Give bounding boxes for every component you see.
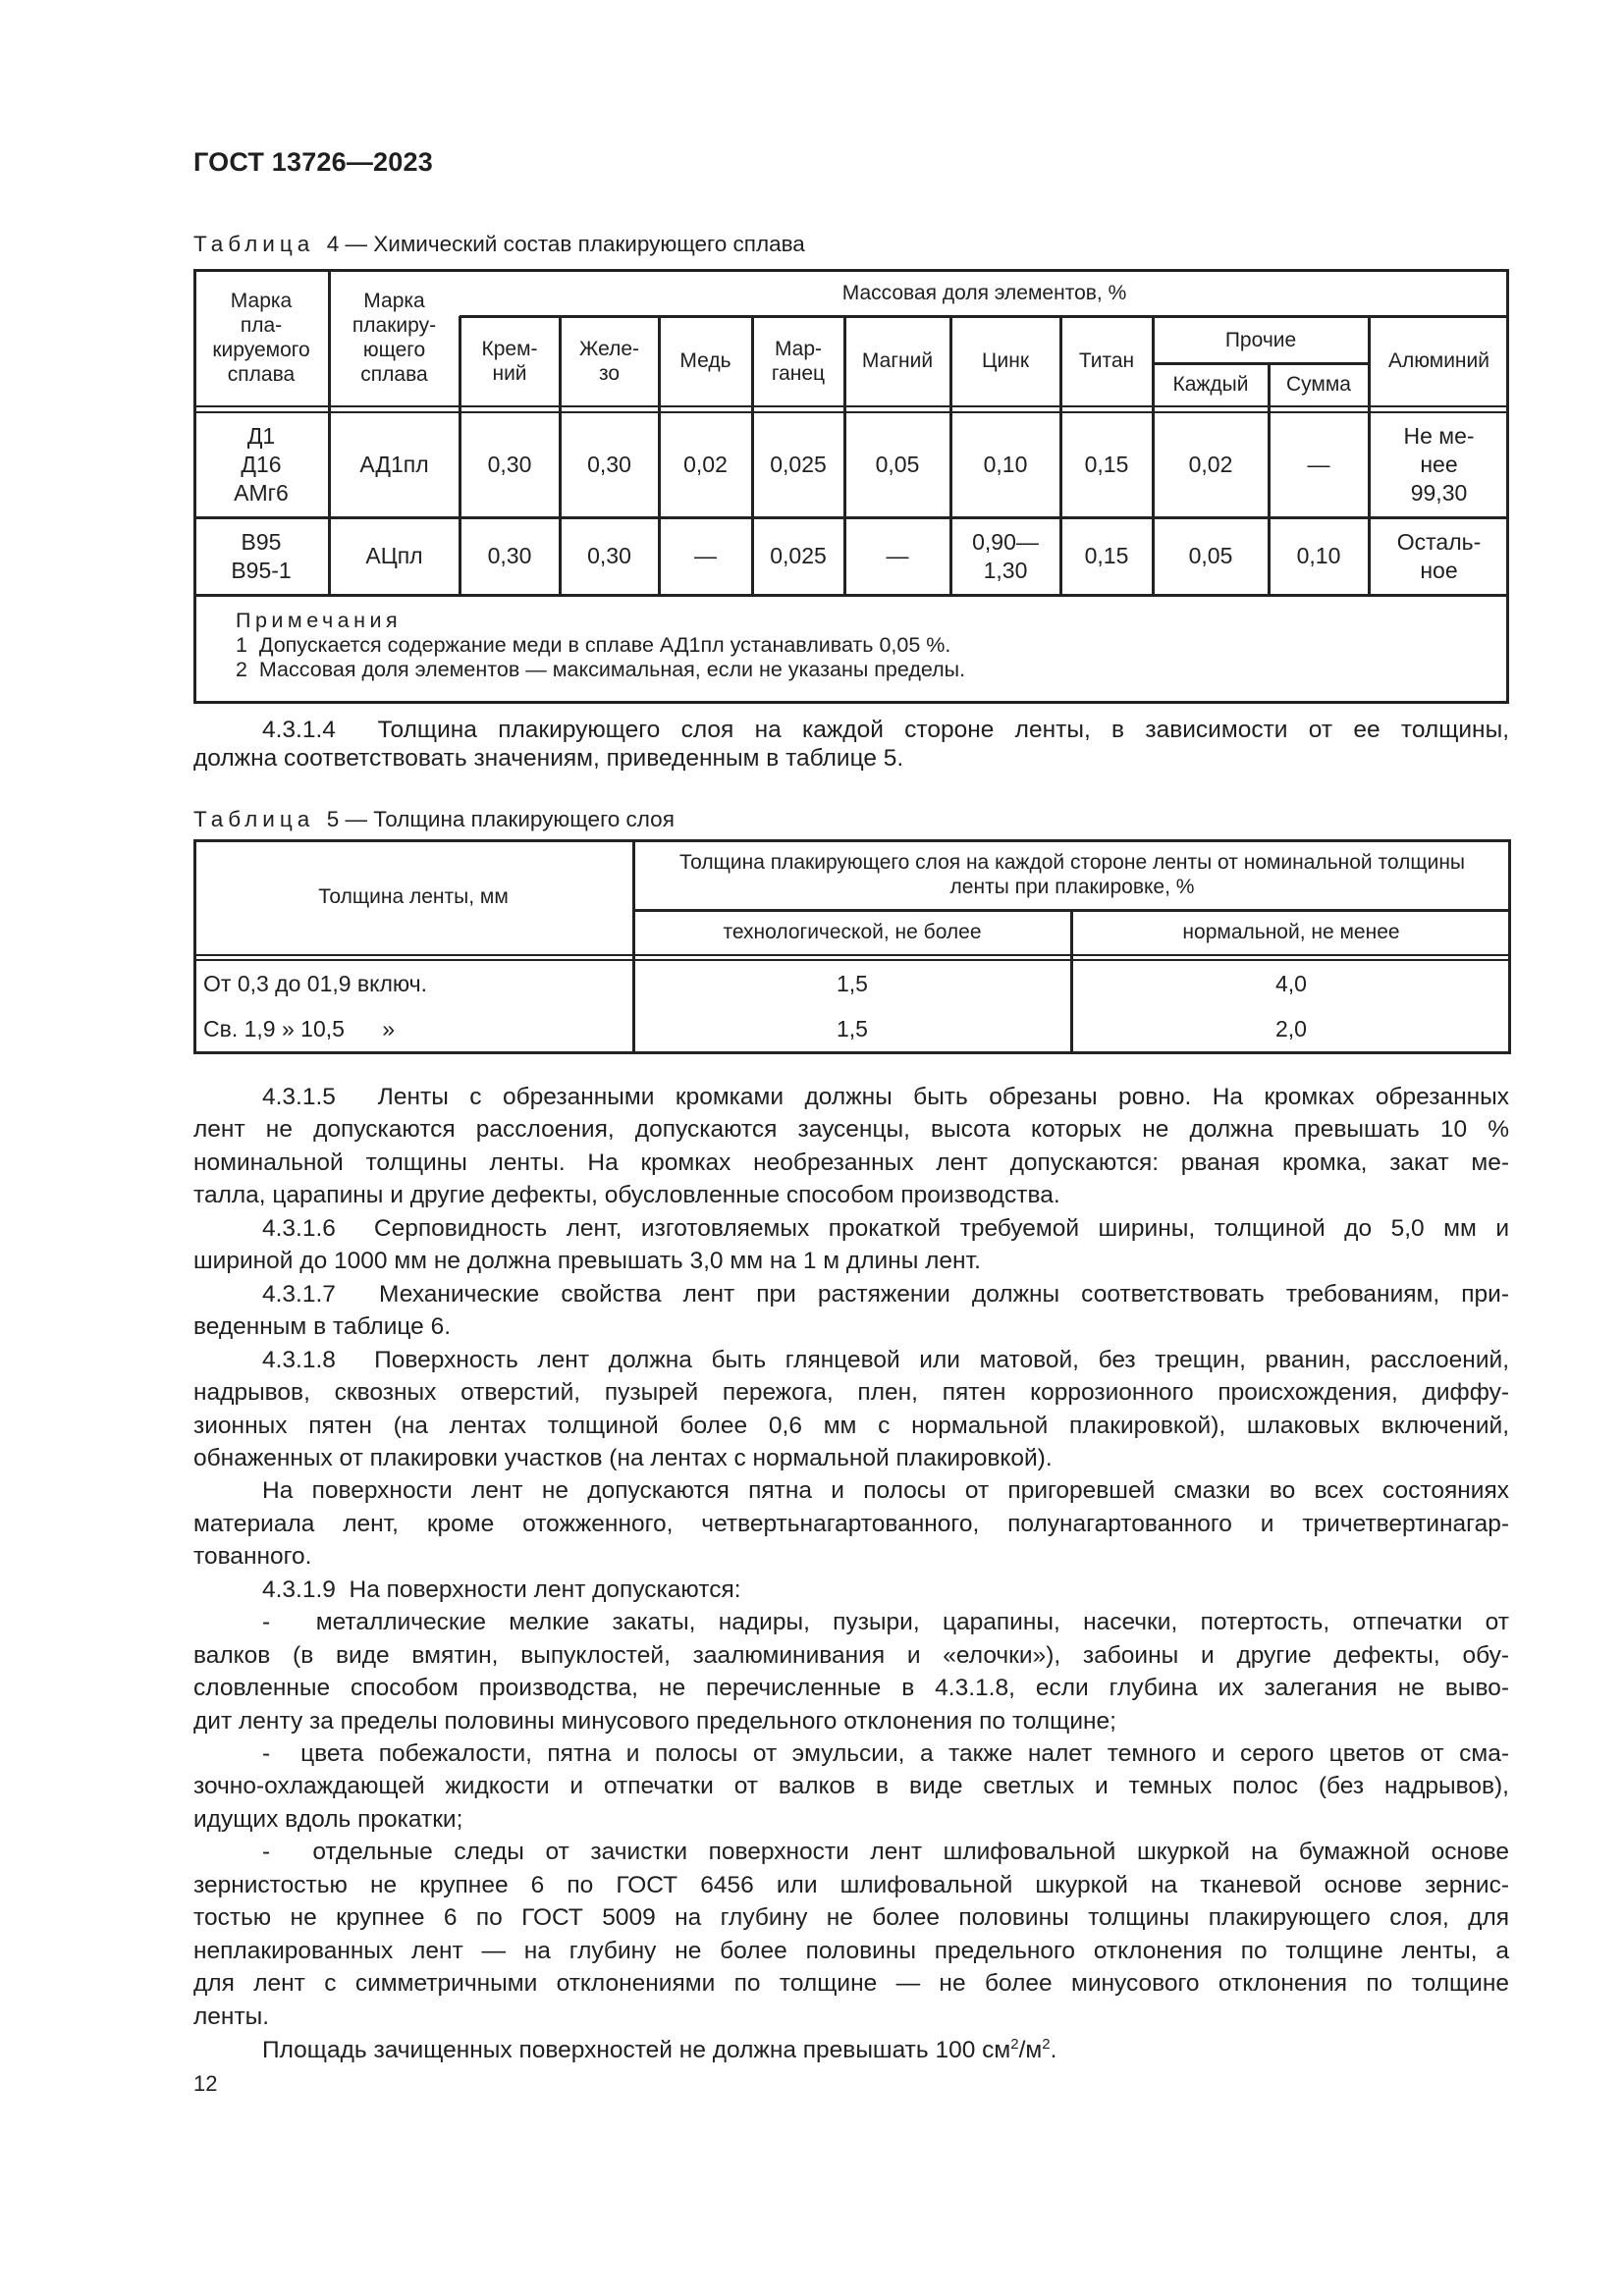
header-others-sum-text: Сумма xyxy=(1286,373,1351,396)
cell-line: АМг6 xyxy=(234,479,289,506)
paragraph-line: зионных пятен (на лентах толщиной более 0,6 мм с нормальной плакировкой), шлаковых включений, xyxy=(193,1412,1509,1439)
table4-cell-magnesium-text: 0,05 xyxy=(875,451,920,477)
cell-line: плакиру- xyxy=(352,313,437,337)
paragraph-line: зернистостью не крупнее 6 по ГОСТ 6456 или шлифовальной шкуркой на тканевой основе зернис- xyxy=(193,1871,1509,1898)
table4-cell-grades-text xyxy=(231,528,291,585)
final-line-unit: /м xyxy=(1018,2037,1043,2063)
cell-line: В95 xyxy=(241,528,282,555)
table4-cell-grades xyxy=(193,411,329,517)
table4-cell-manganese xyxy=(752,517,844,595)
paragraph-line: шириной до 1000 мм не должна превышать 3,0 мм на 1 м длины лент. xyxy=(193,1248,981,1275)
page-number: 12 xyxy=(193,2071,218,2096)
header-others-each xyxy=(1153,363,1269,405)
header-silicon xyxy=(460,316,560,405)
header-mass-fraction-text: Массовая доля элементов, % xyxy=(841,281,1127,304)
cell-line: кируемого xyxy=(212,338,310,361)
header-magnesium-text: Магний xyxy=(861,349,934,372)
table4-cell-zinc-text xyxy=(984,451,1028,479)
header-others xyxy=(1153,316,1369,363)
paragraph-4-3-1-4-line: 4.3.1.4 Толщина плакирующего слоя на каждой стороне ленты, в зависимости от ее толщины, xyxy=(262,717,1509,743)
table4-cell-cladding xyxy=(329,517,460,595)
table5-caption-text: 5 — Толщина плакирующего слоя xyxy=(326,807,675,831)
cell-line: 1,30 xyxy=(983,557,1028,583)
table4-cell-cladding-text: АД1пл xyxy=(359,451,429,477)
header-strip-thickness xyxy=(193,839,633,954)
cell-line: 99,30 xyxy=(1410,479,1468,506)
cell-line: 0,10 xyxy=(983,451,1028,477)
header-zinc-text: Цинк xyxy=(981,349,1030,372)
table4-cell-magnesium xyxy=(844,411,950,517)
table4-cell-silicon-text: 0,30 xyxy=(487,451,532,477)
table5-cell-normal-text: 4,0 xyxy=(1275,970,1307,996)
cell-line: Толщина плакирующего слоя на каждой стороне ленты от номинальной толщины xyxy=(678,851,1466,874)
paragraph-line: зочно-охлаждающей жидкости и отпечатки от валков в виде светлых и темных полос (без надрывов), xyxy=(193,1773,1509,1800)
table4-cell-zinc xyxy=(950,411,1060,517)
header-others-each-text: Каждый xyxy=(1172,373,1249,396)
table4-cell-sum xyxy=(1269,517,1369,595)
table4-cell-iron-text: 0,30 xyxy=(587,543,631,568)
table4-cell-aluminium-text xyxy=(1397,528,1482,585)
table4-cell-silicon xyxy=(460,517,560,595)
cell-line: Д16 xyxy=(241,451,282,477)
cell-line: В95-1 xyxy=(231,557,292,583)
table4-caption-prefix: Таблица xyxy=(193,232,315,256)
header-magnesium xyxy=(844,316,950,405)
table5-header-double-rule xyxy=(193,954,1511,956)
header-others-sum xyxy=(1269,363,1369,405)
paragraph-line: номинальной толщины ленты. На кромках необрезанных лент допускаются: рваная кромка, закат ме- xyxy=(193,1148,1509,1176)
paragraph-line: веденным в таблице 6. xyxy=(193,1313,451,1341)
table4-cell-grades-text xyxy=(234,422,289,507)
paragraph-line: - отдельные следы от зачистки поверхности лент шлифовальной шкуркой на бумажной основе xyxy=(262,1839,1509,1866)
cell-line: сплава xyxy=(360,362,428,386)
header-strip-thickness-text: Толщина ленты, мм xyxy=(318,885,509,908)
cell-line: Марка xyxy=(363,289,425,312)
notes-title: Примечания xyxy=(236,609,403,632)
cell-line: ганец xyxy=(771,361,826,385)
paragraph-line: 4.3.1.9 На поверхности лент допускаются: xyxy=(262,1575,741,1603)
paragraph-line: дит ленту за пределы половины минусового предельного отклонения по толщине; xyxy=(193,1707,1116,1735)
table4-cell-iron xyxy=(560,517,659,595)
table4-cell-zinc xyxy=(950,517,1060,595)
paragraph-line: 4.3.1.6 Серповидность лент, изготовляемых прокаткой требуемой ширины, толщиной до 5,0 мм и xyxy=(262,1214,1509,1242)
header-cladding-alloy-text xyxy=(352,289,436,387)
header-normal xyxy=(1071,910,1511,954)
cell-line: Д1 xyxy=(246,422,276,449)
header-clad-alloy-text xyxy=(212,289,309,387)
paragraph-line: 4.3.1.7 Механические свойства лент при растяжении должны соответствовать требованиям, при- xyxy=(262,1280,1509,1308)
paragraph-line: 4.3.1.8 Поверхность лент должна быть глянцевой или матовой, без трещин, рванин, расслоений, xyxy=(262,1346,1509,1373)
table4-cell-aluminium xyxy=(1369,411,1509,517)
table4-cell-sum xyxy=(1269,411,1369,517)
paragraph-line: надрывов, сквозных отверстий, пузырей пережога, плен, пятен коррозионного происхождения, диффу- xyxy=(193,1379,1509,1407)
table5-cell-normal-text: 2,0 xyxy=(1275,1015,1307,1041)
paragraph-line: обнаженных от плакировки участков (на лентах с нормальной плакировкой). xyxy=(193,1444,1053,1471)
cell-line: пла- xyxy=(240,313,283,337)
table4-cell-copper xyxy=(659,411,752,517)
table4-cell-magnesium xyxy=(844,517,950,595)
table4-cell-each-text: 0,02 xyxy=(1188,451,1233,477)
paragraph-line: материала лент, кроме отожженного, четвертьнагартованного, полунагартованного и тричетвертинагар- xyxy=(193,1510,1509,1537)
table4-cell-sum-text: 0,10 xyxy=(1296,543,1341,568)
cell-line: Мар- xyxy=(774,337,823,360)
table4-cell-manganese-text: 0,025 xyxy=(770,451,827,477)
table4-cell-aluminium-text xyxy=(1403,422,1474,507)
cell-line: Осталь- xyxy=(1396,528,1482,555)
table4-cell-titanium xyxy=(1060,517,1153,595)
header-silicon-text xyxy=(481,337,537,386)
table4-cell-iron-text: 0,30 xyxy=(587,451,631,477)
cell-line: ний xyxy=(492,361,527,385)
paragraph-line: валков (в виде вмятин, выпуклостей, заалюминивания и «елочки»), забоины и другие дефекты, обу- xyxy=(193,1641,1509,1669)
cell-line: 0,90— xyxy=(972,528,1039,555)
table4-cell-silicon-text: 0,30 xyxy=(487,543,532,568)
header-technological-text: технологической, не более xyxy=(723,921,982,943)
paragraph-line: тованного. xyxy=(193,1543,312,1571)
paragraph-line: На поверхности лент не допускаются пятна и полосы от пригоревшей смазки во всех состояниях xyxy=(262,1477,1509,1505)
table5-cell-technological xyxy=(633,1006,1071,1051)
document-title: ГОСТ 13726—2023 xyxy=(193,147,433,177)
table4-cell-manganese-text: 0,025 xyxy=(770,543,827,568)
cell-line: ленты при плакировке, % xyxy=(949,876,1195,898)
paragraph-line: неплакированных лент — на глубину не более половины предельного отклонения по толщине ленты, а xyxy=(193,1937,1509,1964)
table4-caption-text: 4 — Химический состав плакирующего сплава xyxy=(326,232,805,256)
paragraph-line: словленные способом производства, не перечисленные в 4.3.1.8, если глубина их залегания не выво- xyxy=(193,1675,1509,1702)
header-normal-text: нормальной, не менее xyxy=(1182,921,1400,943)
cell-line: ное xyxy=(1420,557,1458,583)
header-aluminium xyxy=(1369,316,1509,405)
table4-notes xyxy=(236,609,965,682)
paragraph-line: 4.3.1.5 Ленты с обрезанными кромками должны быть обрезаны ровно. На кромках обрезанных xyxy=(262,1084,1509,1110)
paragraph-4-3-1-4-line: должна соответствовать значениям, приведенным в таблице 5. xyxy=(193,745,904,772)
paragraph-line: тостью не крупнее 6 по ГОСТ 5009 на глубину не более половины толщины плакирующего слоя, для xyxy=(193,1904,1509,1932)
table4-caption xyxy=(193,232,805,257)
header-titanium xyxy=(1060,316,1153,405)
table4-cell-each xyxy=(1153,517,1269,595)
table4-cell-manganese xyxy=(752,411,844,517)
table5-cell-normal xyxy=(1071,1006,1511,1051)
table5-cell-technological-text: 1,5 xyxy=(837,1015,868,1041)
cell-line: Не ме- xyxy=(1403,422,1475,449)
cell-line: ющего xyxy=(362,338,426,361)
paragraph-cleaned-area xyxy=(262,2034,1509,2066)
table5-cell-range: Св. 1,9 » 10,5 » xyxy=(203,1015,396,1041)
table4-cell-sum-text: — xyxy=(1307,451,1330,477)
table4-cell-cladding-text: АЦпл xyxy=(365,543,423,568)
table4-cell-cladding xyxy=(329,411,460,517)
header-copper xyxy=(659,316,752,405)
table4-cell-zinc-text xyxy=(972,528,1039,585)
paragraph-line: идущих вдоль прокатки; xyxy=(193,1805,463,1833)
cell-line: сплава xyxy=(227,362,296,386)
header-technological xyxy=(633,910,1071,954)
cell-line: зо xyxy=(598,361,621,385)
header-mass-fraction xyxy=(460,269,1509,316)
table4-cell-magnesium-text: — xyxy=(886,543,909,568)
table4-cell-each xyxy=(1153,411,1269,517)
cell-line: Желе- xyxy=(578,337,640,360)
header-manganese-text xyxy=(772,337,825,386)
table5-cell-normal xyxy=(1071,961,1511,1006)
header-titanium-text: Титан xyxy=(1078,349,1135,372)
header-copper-text: Медь xyxy=(679,349,731,372)
table5-cell-technological-text: 1,5 xyxy=(837,970,868,996)
paragraph-line: - металлические мелкие закаты, надиры, пузыри, царапины, насечки, потертость, отпечатки от xyxy=(262,1609,1509,1636)
header-clad-alloy xyxy=(193,269,329,405)
header-iron-text xyxy=(579,337,639,386)
table4-cell-copper-text: — xyxy=(694,543,717,568)
table5-caption xyxy=(193,807,675,832)
table5-cell-range: От 0,3 до 01,9 включ. xyxy=(203,970,428,996)
table4-cell-copper-text: 0,02 xyxy=(683,451,728,477)
paragraph-line: талла, царапины и другие дефекты, обусловленные способом производства. xyxy=(193,1182,1060,1209)
final-line-end: . xyxy=(1050,2037,1057,2063)
header-cladding-alloy xyxy=(329,269,460,405)
header-iron xyxy=(560,316,659,405)
paragraph-line: - цвета побежалости, пятна и полосы от эмульсии, а также налет темного и серого цветов от сма- xyxy=(262,1740,1509,1767)
cell-line: нее xyxy=(1420,451,1458,477)
paragraph-line: для лент с симметричными отклонениями по толщине — не более минусового отклонения по толщине xyxy=(193,1970,1509,1998)
table4-cell-aluminium xyxy=(1369,517,1509,595)
header-cladding-layer xyxy=(633,839,1511,910)
header-zinc xyxy=(950,316,1060,405)
header-manganese xyxy=(752,316,844,405)
header-aluminium-text: Алюминий xyxy=(1387,349,1489,372)
paragraph-line: лент не допускаются расслоения, допускаются заусенцы, высота которых не должна превышать 10 % xyxy=(193,1116,1509,1144)
table4-cell-silicon xyxy=(460,411,560,517)
table4-cell-each-text: 0,05 xyxy=(1188,543,1233,568)
table4-header-double-rule xyxy=(193,405,1509,407)
note-item: 2 Массовая доля элементов — максимальная, если не указаны пределы. xyxy=(236,658,966,681)
cell-line: Марка xyxy=(230,289,293,312)
superscript: 2 xyxy=(1042,2036,1051,2053)
table4-cell-grades xyxy=(193,517,329,595)
paragraph-line: ленты. xyxy=(193,2002,270,2030)
note-item: 1 Допускается содержание меди в сплаве АД1пл устанавливать 0,05 %. xyxy=(236,633,951,657)
cell-line: Крем- xyxy=(481,337,538,360)
table5-caption-prefix: Таблица xyxy=(193,807,315,831)
table4-cell-copper xyxy=(659,517,752,595)
header-cladding-layer-text xyxy=(679,850,1465,899)
table5-cell-technological xyxy=(633,961,1071,1006)
table4-cell-titanium-text: 0,15 xyxy=(1084,451,1129,477)
table4-cell-titanium-text: 0,15 xyxy=(1084,543,1129,568)
header-others-text: Прочие xyxy=(1224,328,1297,351)
superscript: 2 xyxy=(1010,2036,1019,2053)
final-line-text: Площадь зачищенных поверхностей не должна превышать 100 см xyxy=(262,2037,1011,2063)
table4-cell-titanium xyxy=(1060,411,1153,517)
table4-cell-iron xyxy=(560,411,659,517)
